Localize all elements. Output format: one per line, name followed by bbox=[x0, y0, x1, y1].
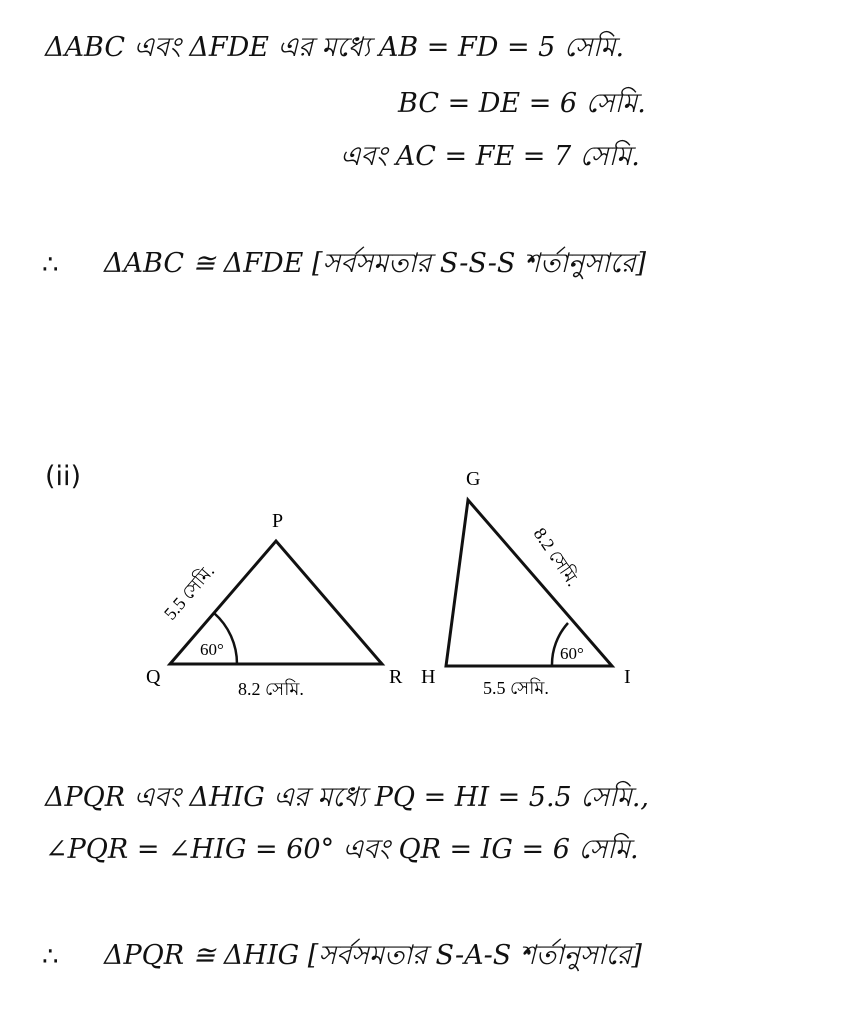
side-gi-label: 8.2 সেমি. bbox=[529, 524, 584, 590]
vertex-p: P bbox=[272, 510, 284, 532]
part1-line2: BC = DE = 6 সেমি. bbox=[398, 88, 646, 119]
vertex-r: R bbox=[389, 666, 403, 688]
part2-label: (ii) bbox=[45, 461, 82, 492]
part1-conclusion: ΔABC ≅ ΔFDE [সর্বসমতার S-S-S শর্তানুসারে] bbox=[104, 248, 647, 279]
angle-i-label: 60° bbox=[560, 644, 584, 663]
vertex-g: G bbox=[466, 468, 481, 490]
part2-conclusion: ΔPQR ≅ ΔHIG [সর্বসমতার S-A-S শর্তানুসারে] bbox=[104, 940, 642, 971]
triangles-svg bbox=[0, 455, 841, 715]
part1-line1: ΔABC এবং ΔFDE এর মধ্যে AB = FD = 5 সেমি. bbox=[45, 32, 625, 63]
triangle-ghi bbox=[446, 500, 612, 666]
part2-line1: ΔPQR এবং ΔHIG এর মধ্যে PQ = HI = 5.5 সেমি., bbox=[45, 782, 649, 813]
side-qr-label: 8.2 সেমি. bbox=[238, 679, 304, 699]
vertex-i: I bbox=[624, 666, 631, 688]
therefore-symbol-1: ∴ bbox=[42, 250, 59, 280]
triangles-figure bbox=[0, 455, 841, 715]
side-pq-label: 5.5 সেমি. bbox=[159, 560, 219, 624]
part1-line3: এবং AC = FE = 7 সেমি. bbox=[340, 141, 640, 172]
part2-line2: ∠PQR = ∠HIG = 60° এবং QR = IG = 6 সেমি. bbox=[45, 834, 639, 865]
vertex-h: H bbox=[421, 666, 436, 688]
side-hi-label: 5.5 সেমি. bbox=[483, 678, 549, 698]
therefore-symbol-2: ∴ bbox=[42, 942, 59, 972]
angle-q-label: 60° bbox=[200, 640, 224, 659]
vertex-q: Q bbox=[146, 666, 161, 688]
